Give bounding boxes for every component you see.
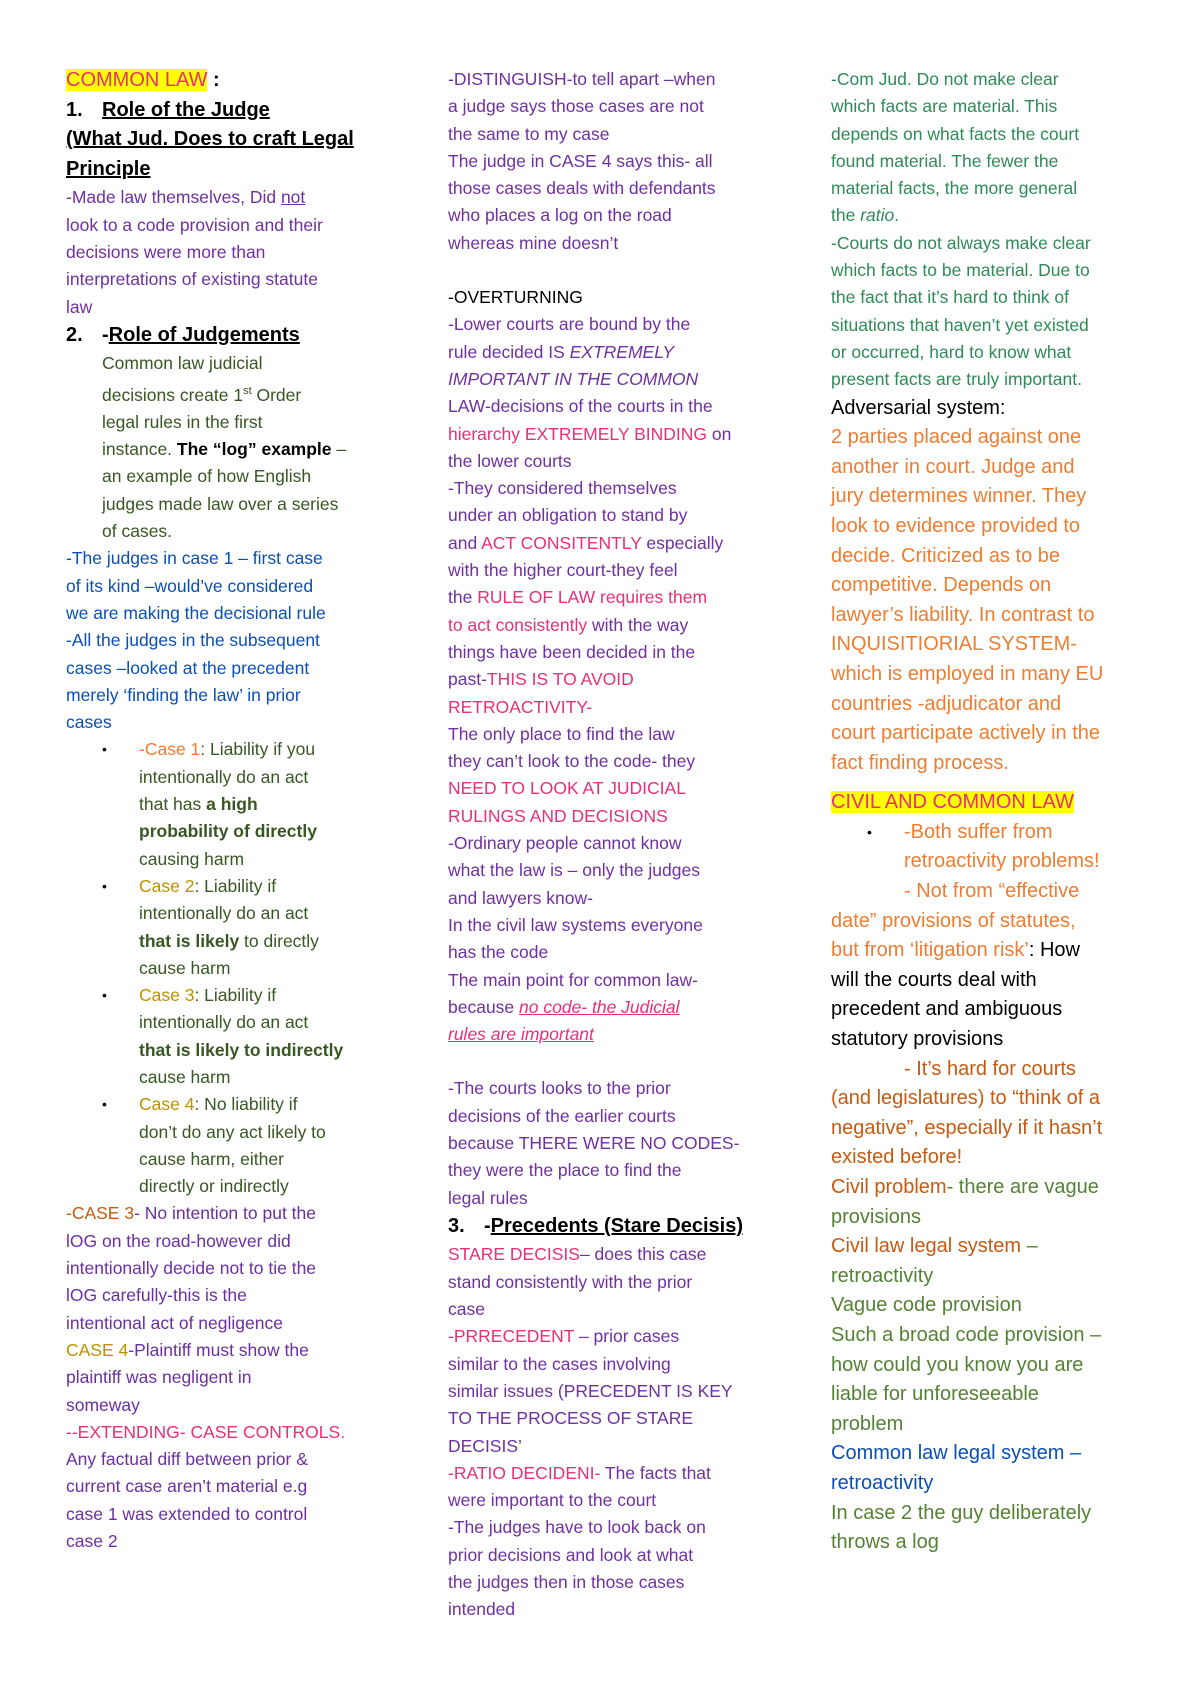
prior-decisions-text xyxy=(448,1075,778,1211)
bullet: • xyxy=(102,741,107,758)
text-line: legal rules xyxy=(448,1187,528,1208)
text-line: intended xyxy=(448,1599,516,1620)
text-line: . xyxy=(894,205,900,226)
text-line: that has xyxy=(139,794,207,815)
text-line: a high xyxy=(206,794,258,815)
text-line: they can’t look to the code- they xyxy=(448,751,696,772)
text-line: causing harm xyxy=(139,848,245,869)
text-line: judges made law over a series xyxy=(102,493,339,514)
item-1-label: Role of the Judge xyxy=(102,98,270,121)
text-line: who places a log on the road xyxy=(448,205,672,226)
text-line: - No intention to put the xyxy=(134,1203,316,1224)
text-line: on xyxy=(707,423,732,444)
text-line: 2 parties placed against one xyxy=(831,426,1082,449)
text-line: competitive. Depends on xyxy=(831,574,1052,597)
text-line: – xyxy=(331,439,347,460)
text-line: that is likely to indirectly xyxy=(139,1039,344,1060)
text-line: under an obligation to stand by xyxy=(448,505,688,526)
text-line: lOG carefully-this is the xyxy=(66,1285,247,1306)
text-line: don’t do any act likely to xyxy=(139,1121,326,1142)
item-1-line-3: Principle xyxy=(66,157,151,180)
text-line: jury determines winner. They xyxy=(831,485,1087,508)
text-line: Any factual diff between prior & xyxy=(66,1449,308,1470)
text-line: things have been decided in the xyxy=(448,641,696,662)
text-line: -Plaintiff must show the xyxy=(128,1339,309,1360)
text-line: precedent and ambiguous xyxy=(831,998,1063,1021)
text-line: fact finding process. xyxy=(831,751,1009,774)
text-line: : Liability if you xyxy=(200,739,316,760)
text-line: LAW-decisions of the courts in the xyxy=(448,396,713,417)
text-line: --EXTENDING- CASE CONTROLS. xyxy=(66,1421,346,1442)
text-line: -Both suffer from xyxy=(904,820,1053,843)
text-line: – prior cases xyxy=(574,1326,680,1347)
text-line: RULE OF LAW requires them xyxy=(477,587,708,608)
text-line: intentionally do an act xyxy=(139,903,309,924)
text-line: interpretations of existing statute xyxy=(66,269,318,290)
text-line: intentionally decide not to tie the xyxy=(66,1258,317,1279)
text-line: - Not from “effective xyxy=(904,880,1080,903)
item-1-heading xyxy=(66,96,396,126)
text-line: -All the judges in the subsequent xyxy=(66,630,320,651)
text-line: to directly xyxy=(239,930,319,951)
text-line: the judges then in those cases xyxy=(448,1572,685,1593)
text-line: decisions of the earlier courts xyxy=(448,1105,676,1126)
text-line: retroactivity xyxy=(831,1471,934,1494)
text-line: problem xyxy=(831,1412,904,1435)
case-label: -CASE 3 xyxy=(66,1203,135,1224)
text-line: date” provisions of statutes, xyxy=(831,909,1076,932)
text-line: cases xyxy=(66,712,112,733)
text-line: no code- the Judicial xyxy=(519,996,680,1017)
text-line: and lawyers know- xyxy=(448,887,593,908)
text-line: which is employed in many EU xyxy=(831,662,1104,685)
text-line: especially xyxy=(641,532,724,553)
term-label: -RATIO DECIDENI- xyxy=(448,1462,601,1483)
text-line: decisions were more than xyxy=(66,241,266,262)
item-1-line-2: (What Jud. Does to craft Legal xyxy=(66,128,354,151)
text-line: Civil problem xyxy=(831,1176,947,1198)
text-line: decide. Criticized as to be xyxy=(831,544,1061,567)
text-line: countries -adjudicator and xyxy=(831,692,1062,715)
text-line: court participate actively in the xyxy=(831,722,1101,745)
text-line: cases –looked at the precedent xyxy=(66,657,310,678)
precedents-text xyxy=(448,1241,778,1623)
text-line: -The judges in case 1 – first case xyxy=(66,548,323,569)
text-line: : No liability if xyxy=(194,1094,298,1115)
text-line: throws a log xyxy=(831,1531,939,1554)
text-line: cause harm xyxy=(139,1067,231,1087)
text-line: were important to the court xyxy=(448,1490,657,1511)
text-line: Vague code provision xyxy=(831,1294,1022,1317)
overturning-text xyxy=(448,311,778,1048)
text-line: -The judges have to look back on xyxy=(448,1517,706,1538)
term-label: -PRRECEDENT xyxy=(448,1326,575,1347)
text-line: that is likely xyxy=(139,930,240,951)
text-line: lawyer’s liability. In contrast to xyxy=(831,603,1095,626)
civil-common-title: CIVIL AND COMMON LAW xyxy=(831,791,1074,814)
text-line: Order xyxy=(251,384,302,405)
text-line: the lower courts xyxy=(448,450,572,471)
text-line: Civil law legal system xyxy=(831,1235,1022,1258)
text-line: they were the place to find the xyxy=(448,1160,682,1181)
list-item xyxy=(66,982,396,1009)
text-line: - there are vague xyxy=(946,1176,1099,1198)
text-line: In case 2 the guy deliberately xyxy=(831,1501,1092,1524)
text-line: intentionally do an act xyxy=(139,1012,309,1033)
text-line: -Ordinary people cannot know xyxy=(448,833,682,854)
case-4-note xyxy=(66,1337,396,1419)
text-line: - It’s hard for courts xyxy=(904,1057,1076,1080)
text-line: The only place to find the law xyxy=(448,723,675,744)
civil-common-heading xyxy=(831,788,1151,818)
text-line: and xyxy=(448,532,482,553)
text-line: whereas mine doesn’t xyxy=(448,232,619,253)
text-line: -Lower courts are bound by the xyxy=(448,314,691,335)
text-line: the same to my case xyxy=(448,123,610,144)
item-3-heading xyxy=(448,1212,778,1242)
text-line: provisions xyxy=(831,1205,922,1228)
text-line: intentionally do an act xyxy=(139,766,309,787)
text-line: depends on what facts the court xyxy=(831,123,1080,144)
text-line: -DISTINGUISH-to tell apart –when xyxy=(448,69,716,89)
text-line: THIS IS TO AVOID xyxy=(486,669,634,690)
overturning-heading: -OVERTURNING xyxy=(448,287,583,308)
item-1-number: 1. xyxy=(66,98,83,121)
text-line: with the higher court-they feel xyxy=(448,560,678,581)
text-line: stand consistently with the prior xyxy=(448,1271,693,1292)
text-line: decisions create 1 xyxy=(102,384,244,405)
role-of-judgements-text xyxy=(66,350,396,545)
column-2 xyxy=(448,66,778,1624)
list-item xyxy=(66,1091,396,1118)
case-label: Case 2 xyxy=(139,875,195,896)
text-line: current case aren’t material e.g xyxy=(66,1476,308,1497)
common-law-title: COMMON LAW xyxy=(66,69,208,91)
item-3-label: Precedents (Stare Decisis) xyxy=(490,1214,744,1237)
text-line: -They considered themselves xyxy=(448,478,677,499)
list-item xyxy=(66,736,396,763)
item-2-dash: - xyxy=(102,323,109,346)
text-line: but from ‘litigation risk’ xyxy=(831,939,1029,962)
text-line: : Liability if xyxy=(194,985,277,1006)
text-line: or occurred, hard to know what xyxy=(831,341,1072,362)
extending-note xyxy=(66,1419,396,1555)
case-label: Case 3 xyxy=(139,985,195,1006)
text-line: TO THE PROCESS OF STARE xyxy=(448,1408,694,1429)
text-line: NEED TO LOOK AT JUDICIAL xyxy=(448,778,686,799)
text-line: The facts that xyxy=(600,1462,711,1483)
text-line: similar issues (PRECEDENT IS KEY xyxy=(448,1380,733,1401)
column-1 xyxy=(66,66,396,1555)
text-line: with the way xyxy=(587,614,689,635)
superscript: st xyxy=(243,384,252,397)
text-line: lOG on the road-however did xyxy=(66,1230,291,1251)
item-2-label: Role of Judgements xyxy=(108,323,300,346)
text-line: which facts to be material. Due to xyxy=(831,260,1090,281)
text-line: case xyxy=(448,1299,485,1320)
text-line: how could you know you are xyxy=(831,1353,1084,1376)
text-line: situations that haven’t yet existed xyxy=(831,314,1089,335)
text-line: case 1 was extended to control xyxy=(66,1503,308,1524)
item-3-dash: - xyxy=(484,1214,491,1237)
adversarial-heading: Adversarial system: xyxy=(831,396,1006,419)
item-2-number: 2. xyxy=(66,323,83,346)
text-line: Such a broad code provision – xyxy=(831,1323,1102,1346)
distinguish-text xyxy=(448,66,778,257)
item-3-number: 3. xyxy=(448,1214,465,1237)
text-line: similar to the cases involving xyxy=(448,1353,671,1374)
text-line: found material. The fewer the xyxy=(831,150,1059,171)
list-item xyxy=(831,818,1151,848)
text-line: EXTREMELY xyxy=(569,341,675,362)
cases-list xyxy=(66,736,396,1200)
text-line: cause harm, either xyxy=(139,1148,284,1169)
text-line: look to evidence provided to xyxy=(831,514,1081,537)
text-line: someway xyxy=(66,1394,140,1415)
text-line: another in court. Judge and xyxy=(831,455,1075,478)
text-line: : Liability if xyxy=(194,875,277,896)
role-of-judge-text xyxy=(66,184,396,320)
text-line: directly or indirectly xyxy=(139,1176,289,1197)
text-line: ACT CONSITENTLY xyxy=(481,532,642,553)
text-line: negative”, especially if it hasn’t xyxy=(831,1116,1103,1139)
text-line: The judge in CASE 4 says this- all xyxy=(448,150,713,171)
text-line: of cases. xyxy=(102,521,173,542)
text-line: – does this case xyxy=(579,1244,707,1265)
text-line: the xyxy=(831,205,861,226)
text-line: RETROACTIVITY- xyxy=(448,696,593,717)
text-line: liable for unforeseeable xyxy=(831,1383,1039,1406)
log-example: The “log” example xyxy=(176,439,332,460)
text-line: – xyxy=(1021,1235,1038,1258)
text-line: intentional act of negligence xyxy=(66,1312,283,1333)
case-label: Case 4 xyxy=(139,1094,195,1115)
common-law-heading xyxy=(66,66,396,96)
text-line: has the code xyxy=(448,942,549,963)
text-line: Common law legal system – xyxy=(831,1442,1082,1465)
text-line: DECISIS’ xyxy=(448,1435,522,1456)
text-line: retroactivity xyxy=(831,1264,934,1287)
text-line: past- xyxy=(448,669,487,690)
text-line: which facts are material. This xyxy=(831,96,1058,117)
text-line: cause harm xyxy=(139,957,231,978)
bullet: • xyxy=(867,823,872,840)
text-line: RULINGS AND DECISIONS xyxy=(448,805,668,826)
text-line: Common law judicial xyxy=(102,353,263,374)
text-line: to act consistently xyxy=(448,614,588,635)
text-line: merely ‘finding the law’ in prior xyxy=(66,684,301,705)
text-line: the fact that it’s hard to think of xyxy=(831,287,1070,308)
bullet: • xyxy=(102,987,107,1004)
case-label: CASE 4 xyxy=(66,1339,129,1360)
text-line: existed before! xyxy=(831,1146,963,1169)
list-item xyxy=(66,873,396,900)
text-line: will the courts deal with xyxy=(831,968,1037,991)
text-line: instance. xyxy=(102,439,177,460)
text-line: material facts, the more general xyxy=(831,178,1078,199)
text-line: an example of how English xyxy=(102,466,312,487)
civil-common-text xyxy=(831,818,1151,1558)
text-line: statutory provisions xyxy=(831,1028,1004,1051)
term-label: STARE DECISIS xyxy=(448,1244,580,1265)
text-line: -Com Jud. Do not make clear xyxy=(831,69,1059,89)
text-line: In the civil law systems everyone xyxy=(448,914,703,935)
title-colon: : xyxy=(213,69,220,91)
text-line: of its kind –would’ve considered xyxy=(66,575,314,596)
item-2-heading xyxy=(66,321,396,351)
case-3-note xyxy=(66,1200,396,1336)
text-line: IMPORTANT IN THE COMMON xyxy=(448,368,699,389)
text-line: hierarchy EXTREMELY BINDING xyxy=(448,423,708,444)
text-line: legal rules in the first xyxy=(102,411,263,432)
text-line: (and legislatures) to “think of a xyxy=(831,1087,1101,1110)
text-line: we are making the decisional rule xyxy=(66,602,326,623)
case-label: -Case 1 xyxy=(139,739,201,760)
text-line: ratio xyxy=(860,205,895,226)
text-line: a judge says those cases are not xyxy=(448,96,704,117)
text-line: retroactivity problems! xyxy=(904,850,1100,873)
text-line: rule decided IS xyxy=(448,341,570,362)
text-line: probability of directly xyxy=(139,821,317,842)
text-line: : How xyxy=(1028,939,1080,962)
text-line: -Made law themselves, Did xyxy=(66,187,281,208)
text-line: because xyxy=(448,996,520,1017)
text-line: law xyxy=(66,296,93,317)
bullet: • xyxy=(102,877,107,894)
text-line: present facts are truly important. xyxy=(831,369,1082,390)
bullet: • xyxy=(102,1096,107,1113)
text-line: INQUISITIORIAL SYSTEM- xyxy=(831,633,1077,656)
text-line: the xyxy=(448,587,478,608)
material-facts-text xyxy=(831,66,1151,394)
text-line: -The courts looks to the prior xyxy=(448,1078,671,1099)
text-line: what the law is – only the judges xyxy=(448,860,700,881)
text-line: those cases deals with defendants xyxy=(448,178,716,199)
column-3 xyxy=(831,66,1151,1558)
text-line: not xyxy=(280,187,306,208)
text-line: because THERE WERE NO CODES- xyxy=(448,1132,740,1153)
text-line: look to a code provision and their xyxy=(66,214,323,235)
case-one-judges-text xyxy=(66,545,396,736)
adversarial-text xyxy=(831,423,1151,778)
text-line: prior decisions and look at what xyxy=(448,1544,694,1565)
text-line: plaintiff was negligent in xyxy=(66,1367,252,1388)
text-line: The main point for common law- xyxy=(448,969,698,990)
text-line: case 2 xyxy=(66,1531,118,1552)
text-line: rules are important xyxy=(448,1024,594,1045)
text-line: -Courts do not always make clear xyxy=(831,232,1091,253)
